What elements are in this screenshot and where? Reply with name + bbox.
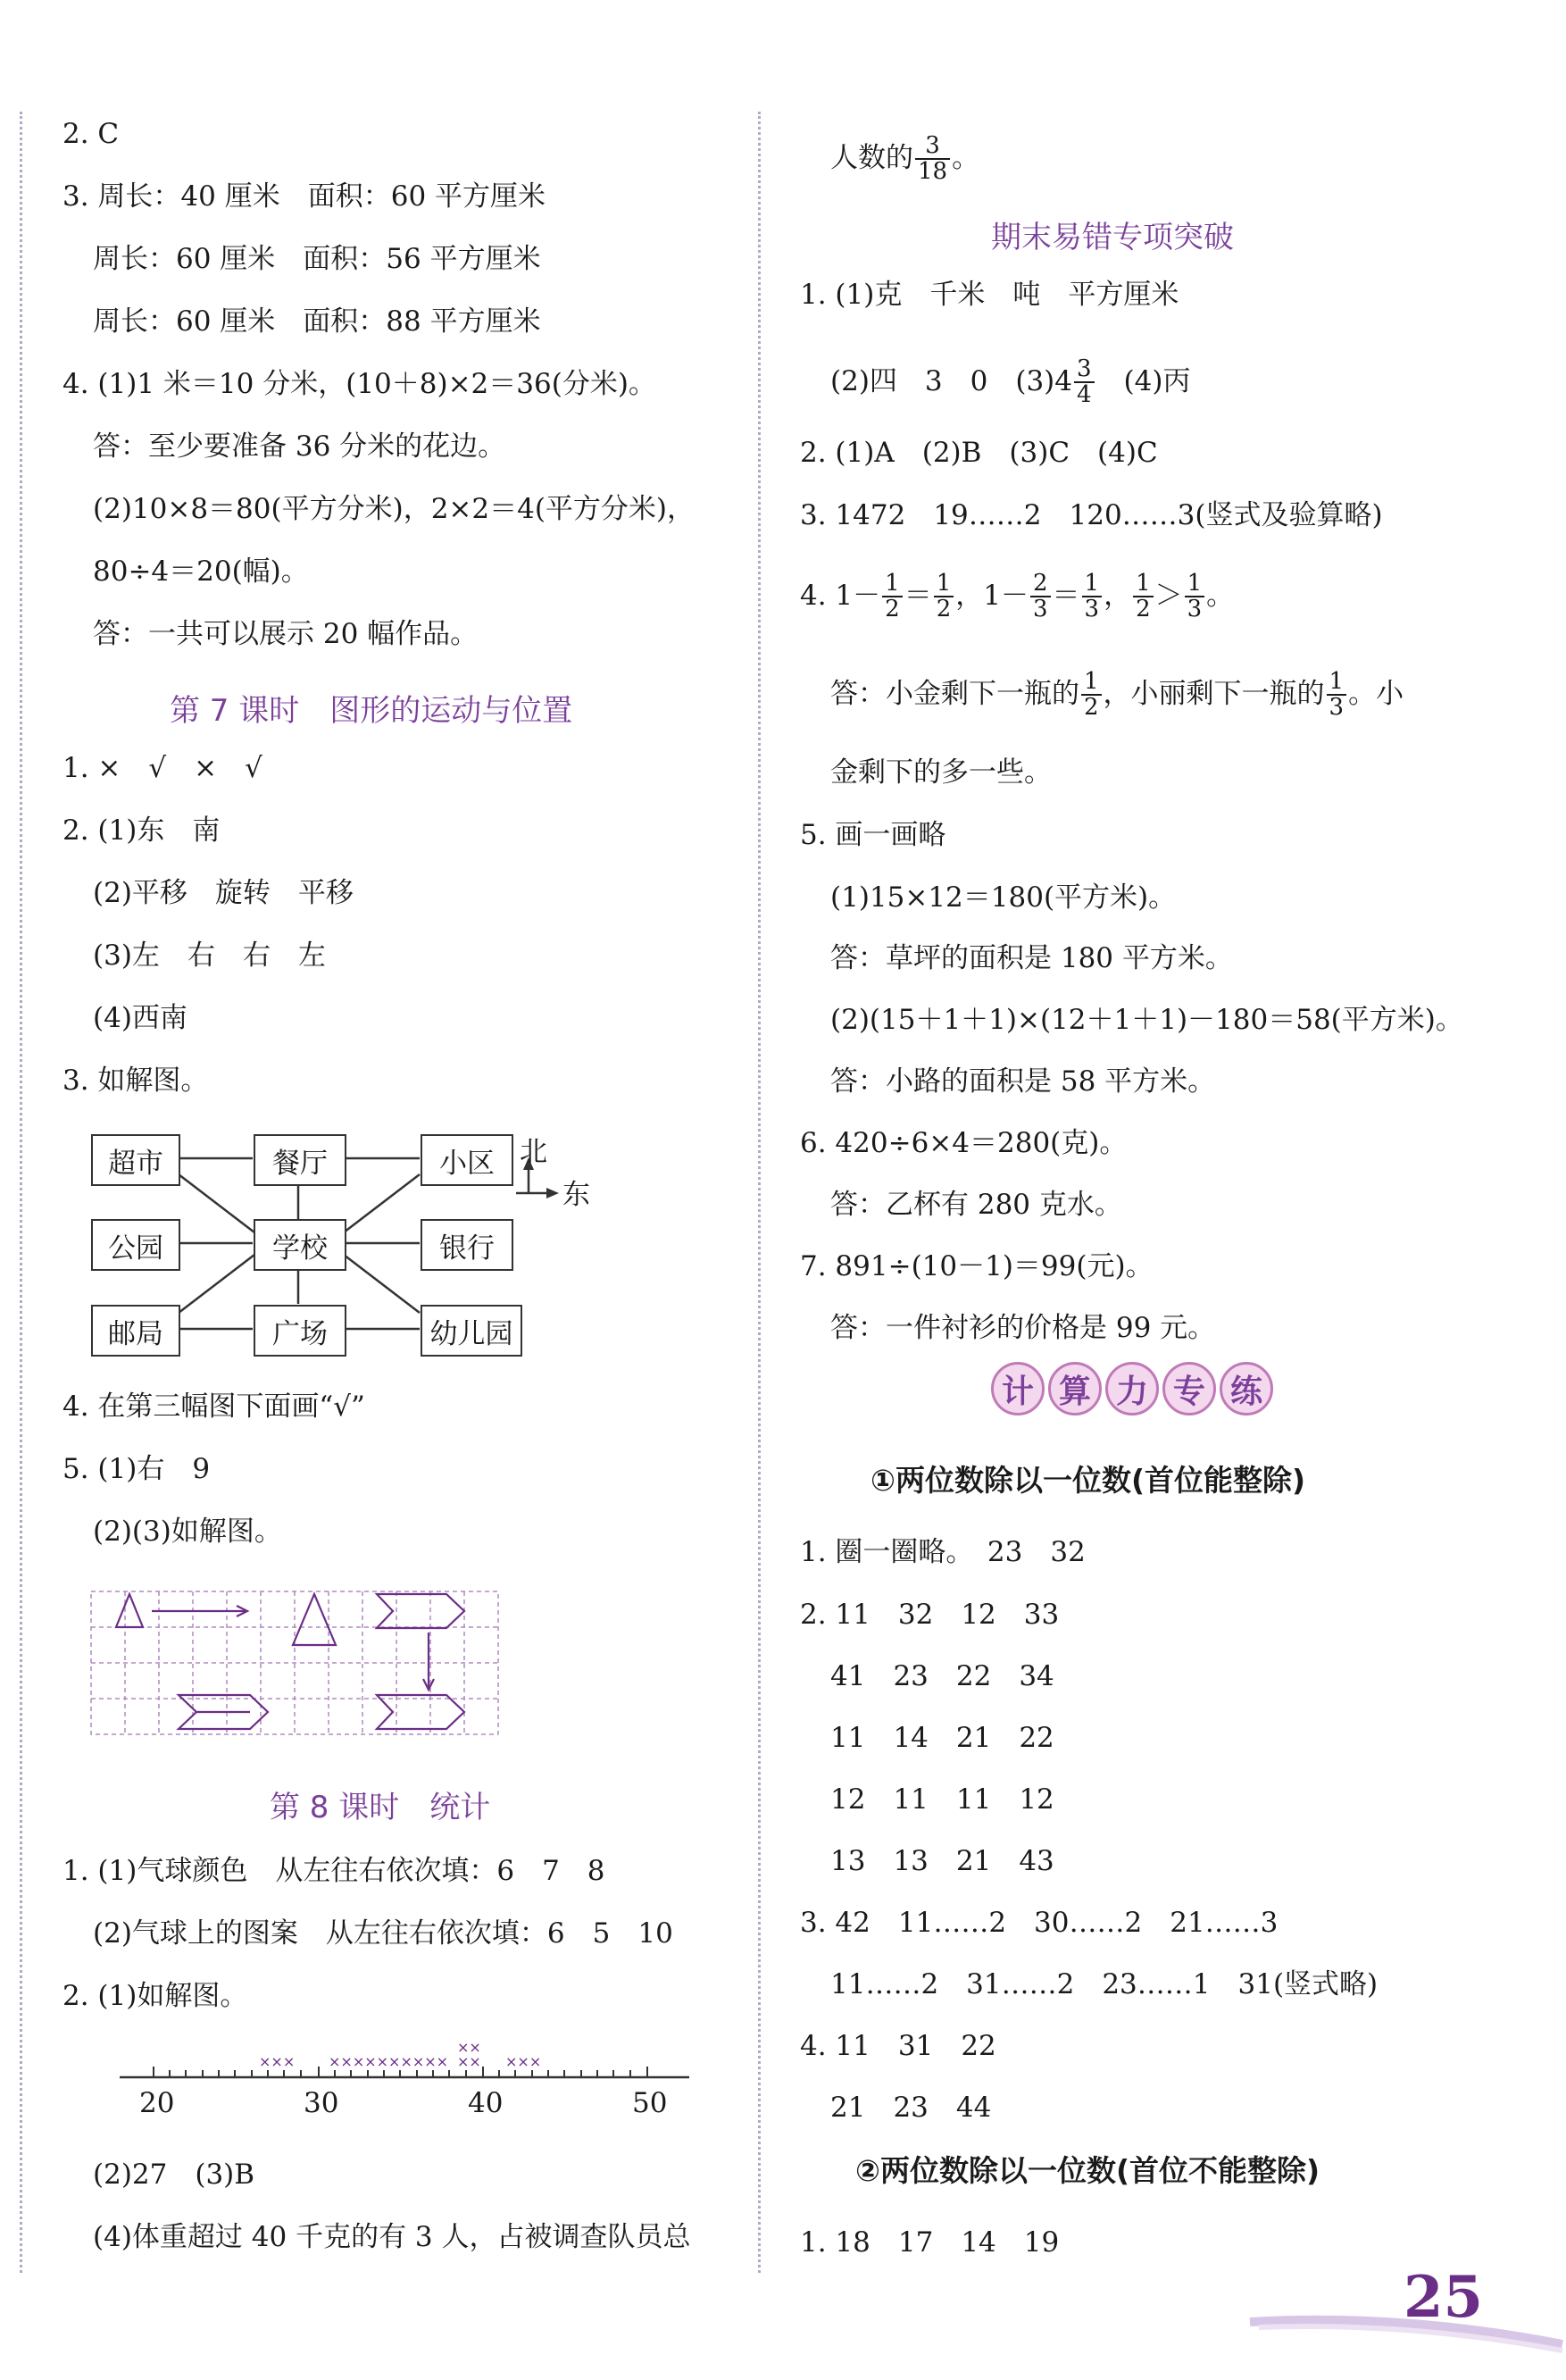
subsection-title-2: ②两位数除以一位数(首位不能整除)	[855, 2153, 1320, 2188]
map-cell-school: 学校	[254, 1219, 346, 1271]
answer-line: 1. (1)克 千米 吨 平方厘米	[800, 279, 1179, 311]
answer-line: 3. 如解图。	[62, 1065, 209, 1097]
section-title-lesson7: 第 7 课时 图形的运动与位置	[170, 693, 573, 729]
answer-line: 答：草坪的面积是 180 平方米。	[830, 942, 1233, 974]
answer-line: 2. C	[62, 118, 120, 150]
column-divider	[758, 112, 761, 2273]
answer-line-fraction: 人数的 $\frac{3}{18}$ 。	[830, 132, 980, 186]
grid-transform-figure	[89, 1590, 500, 1737]
number-line-tick-label: 40	[468, 2087, 504, 2119]
answer-line: (2)10×8＝80(平方分米)，2×2＝4(平方分米)，	[93, 493, 696, 525]
answer-line: (2)气球上的图案 从左往右依次填：6 5 10	[93, 1917, 673, 1950]
compass-north-label: 北	[520, 1136, 547, 1168]
answer-line: 12 11 11 12	[830, 1783, 1054, 1816]
answer-line: 周长：60 厘米 面积：88 平方厘米	[93, 305, 541, 338]
answer-line: (1)15×12＝180(平方米)。	[830, 881, 1177, 914]
banner-char: 算	[1048, 1362, 1102, 1415]
answer-line: (2)平移 旋转 平移	[93, 877, 354, 909]
answer-line: 13 13 21 43	[830, 1845, 1054, 1877]
answer-line: (3)左 右 右 左	[93, 939, 326, 972]
answer-line: 2. (1)A (2)B (3)C (4)C	[800, 437, 1158, 469]
map-cell-post-office: 邮局	[91, 1305, 180, 1357]
answer-line: 6. 420÷6×4＝280(克)。	[800, 1127, 1128, 1159]
answer-line: 1. × √ × √	[62, 752, 262, 784]
map-cell-community: 小区	[421, 1134, 513, 1186]
answer-line-fraction: 4. 1－ $\frac{1}{2}$ ＝ $\frac{1}{2}$ ，1－ $\frac{2}{3}$ ＝ $\frac{1}{3}$ ， $\frac{1}{2}$ ＞ $\frac{1}{3}$ 。	[800, 570, 1235, 623]
banner-char: 练	[1220, 1362, 1273, 1415]
answer-line: 2. (1)东 南	[62, 814, 221, 847]
number-line-tick-label: 20	[139, 2087, 175, 2119]
map-cell-restaurant: 餐厅	[254, 1134, 346, 1186]
answer-line: 答：一件衬衫的价格是 99 元。	[830, 1312, 1216, 1344]
answer-line: 4. (1)1 米＝10 分米，(10＋8)×2＝36(分米)。	[62, 368, 656, 400]
subsection-title-1: ①两位数除以一位数(首位能整除)	[870, 1463, 1306, 1498]
answer-line: 金剩下的多一些。	[830, 756, 1052, 789]
answer-line: 11……2 31……2 23……1 31(竖式略)	[830, 1968, 1379, 2000]
answer-line: 7. 891÷(10－1)＝99(元)。	[800, 1250, 1154, 1282]
map-cell-bank: 银行	[421, 1219, 513, 1271]
answer-line: (4)西南	[93, 1002, 187, 1034]
answer-line: 2. 11 32 12 33	[800, 1599, 1060, 1631]
answer-line: 80÷4＝20(幅)。	[93, 555, 309, 588]
banner-char: 专	[1162, 1362, 1216, 1415]
answer-line: 4. 11 31 22	[800, 2030, 996, 2062]
banner-char: 力	[1105, 1362, 1159, 1415]
answer-line: 5. 画一画略	[800, 819, 946, 851]
svg-text:××××××××××: ××××××××××	[329, 2053, 449, 2070]
number-line-tick-label: 50	[632, 2087, 668, 2119]
answer-line: 3. 1472 19……2 120……3(竖式及验算略)	[800, 499, 1383, 531]
svg-text:×××: ×××	[505, 2053, 542, 2070]
number-line	[107, 2036, 696, 2099]
answer-line: 4. 在第三幅图下面画“√”	[62, 1390, 365, 1423]
answer-line: 周长：60 厘米 面积：56 平方厘米	[93, 243, 541, 275]
number-line-tick-label: 30	[304, 2087, 339, 2119]
map-cell-park: 公园	[91, 1219, 180, 1271]
fraction: $\frac{3}{4}$	[1074, 357, 1095, 408]
fraction: $\frac{1}{3}$	[1327, 670, 1347, 721]
computation-practice-banner	[991, 1362, 1273, 1415]
answer-line: 答：至少要准备 36 分米的花边。	[93, 430, 506, 463]
answer-line: (2)27 (3)B	[93, 2159, 255, 2191]
answer-line: 2. (1)如解图。	[62, 1980, 248, 2012]
compass-east-label: 东	[562, 1179, 590, 1211]
section-title-error-practice: 期末易错专项突破	[991, 220, 1234, 255]
fraction: $\frac{1}{2}$	[934, 572, 954, 622]
answer-line: 答：小路的面积是 58 平方米。	[830, 1065, 1216, 1098]
fraction: $\frac{1}{3}$	[1082, 572, 1103, 622]
answer-line: 3. 42 11……2 30……2 21……3	[800, 1907, 1279, 1939]
answer-line-fraction: 答：小金剩下一瓶的 $\frac{1}{2}$ ，小丽剩下一瓶的 $\frac{1}{3}$ 。小	[830, 668, 1404, 722]
map-cell-square: 广场	[254, 1305, 346, 1357]
section-title-lesson8: 第 8 课时 统计	[270, 1790, 491, 1825]
answer-line: (4)体重超过 40 千克的有 3 人，占被调查队员总	[93, 2221, 691, 2253]
banner-char: 计	[991, 1362, 1045, 1415]
fraction: $\frac{3}{18}$	[915, 134, 950, 185]
page-number: 25	[1404, 2264, 1484, 2331]
answer-line: 1. 18 17 14 19	[800, 2226, 1060, 2259]
answer-line: 21 23 44	[830, 2092, 992, 2124]
answer-line: (2)(3)如解图。	[93, 1516, 282, 1548]
map-cell-kindergarten: 幼儿园	[421, 1305, 522, 1357]
map-cell-supermarket: 超市	[91, 1134, 180, 1186]
answer-line: 答：一共可以展示 20 幅作品。	[93, 618, 479, 650]
svg-text:×××: ×××	[259, 2053, 296, 2070]
svg-text:××: ××	[457, 2039, 481, 2056]
fraction: $\frac{1}{2}$	[882, 572, 903, 622]
answer-line: 1. (1)气球颜色 从左往右依次填：6 7 8	[62, 1855, 605, 1887]
answer-line: 11 14 21 22	[830, 1722, 1054, 1754]
fraction: $\frac{2}{3}$	[1030, 572, 1051, 622]
answer-line: 5. (1)右 9	[62, 1453, 211, 1485]
fraction: $\frac{1}{2}$	[1133, 572, 1154, 622]
answer-line: 3. 周长：40 厘米 面积：60 平方厘米	[62, 180, 546, 213]
answer-line-fraction: (2)四 3 0 (3)4 $\frac{3}{4}$ (4)丙	[830, 355, 1191, 409]
answer-line: 1. 圈一圈略。 23 32	[800, 1536, 1086, 1568]
fraction: $\frac{1}{3}$	[1185, 572, 1205, 622]
answer-line: 答：乙杯有 280 克水。	[830, 1189, 1122, 1221]
svg-text:××: ××	[457, 2053, 481, 2070]
answer-line: (2)(15＋1＋1)×(12＋1＋1)－180＝58(平方米)。	[830, 1004, 1463, 1036]
fraction: $\frac{1}{2}$	[1081, 670, 1102, 721]
answer-line: 41 23 22 34	[830, 1660, 1054, 1692]
